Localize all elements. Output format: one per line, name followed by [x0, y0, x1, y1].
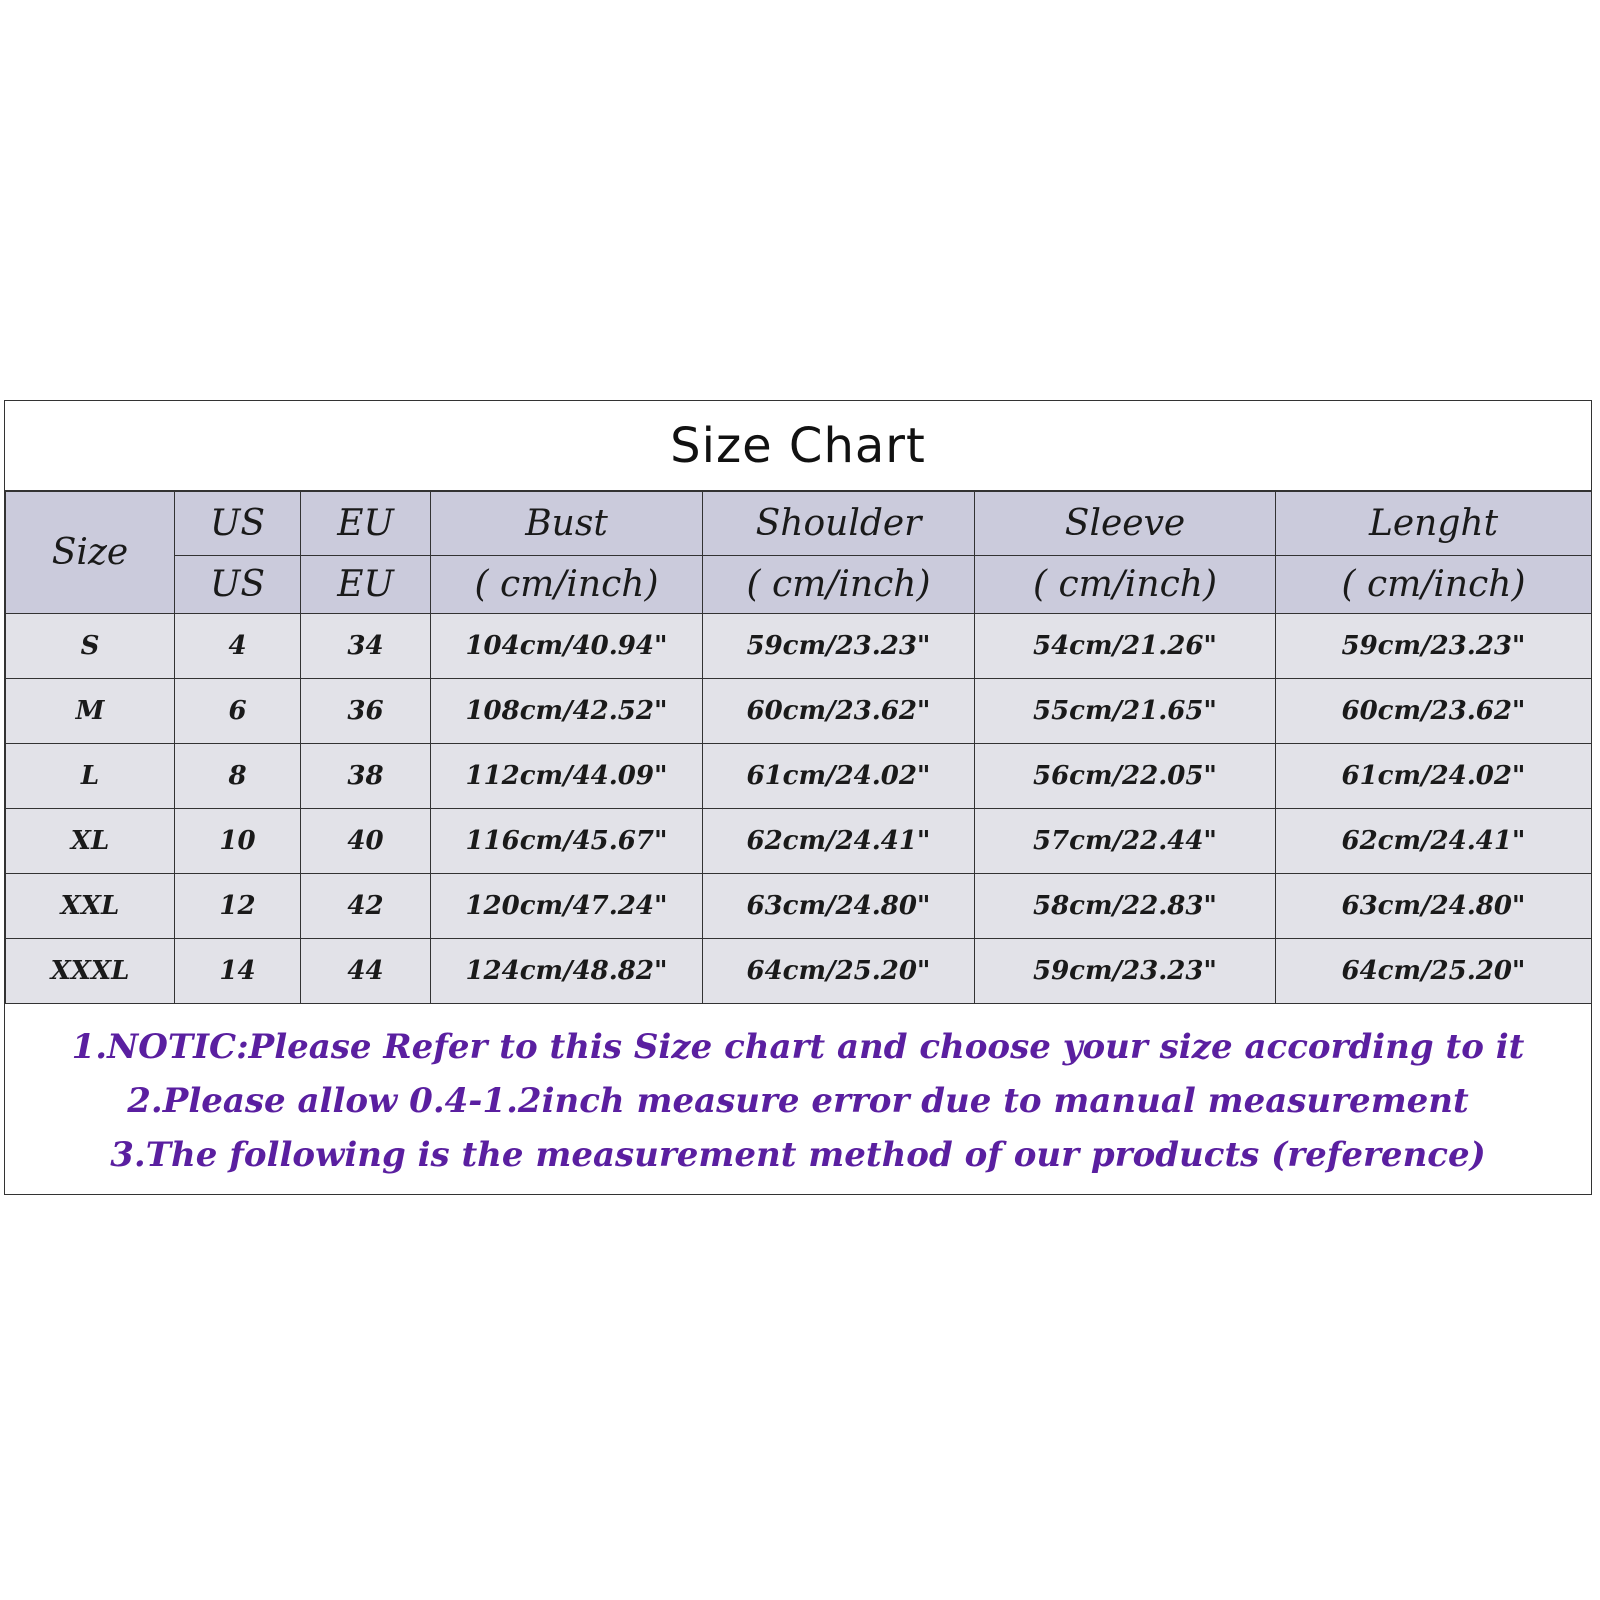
cell-us: 14 [175, 939, 301, 1004]
cell-sleeve: 56cm/22.05" [975, 744, 1276, 809]
cell-sleeve: 55cm/21.65" [975, 679, 1276, 744]
cell-size: M [6, 679, 175, 744]
cell-eu: 36 [301, 679, 431, 744]
cell-shoulder: 63cm/24.80" [703, 874, 975, 939]
header-sleeve-unit: ( cm/inch) [975, 556, 1276, 614]
cell-us: 10 [175, 809, 301, 874]
cell-shoulder: 59cm/23.23" [703, 614, 975, 679]
header-bust-unit: ( cm/inch) [431, 556, 703, 614]
header-eu-unit: EU [301, 556, 431, 614]
table-row [6, 809, 1592, 874]
cell-sleeve: 58cm/22.83" [975, 874, 1276, 939]
cell-us: 6 [175, 679, 301, 744]
cell-shoulder: 60cm/23.62" [703, 679, 975, 744]
size-table [5, 491, 1592, 1004]
cell-sleeve: 59cm/23.23" [975, 939, 1276, 1004]
header-bust: Bust [431, 492, 703, 556]
table-row [6, 874, 1592, 939]
cell-bust: 108cm/42.52" [431, 679, 703, 744]
header-eu: EU [301, 492, 431, 556]
note-3: 3.The following is the measurement method of our products (reference) [110, 1135, 1486, 1175]
header-sleeve: Sleeve [975, 492, 1276, 556]
cell-size: XL [6, 809, 175, 874]
cell-us: 8 [175, 744, 301, 809]
cell-sleeve: 54cm/21.26" [975, 614, 1276, 679]
cell-length: 62cm/24.41" [1276, 809, 1592, 874]
header-shoulder-unit: ( cm/inch) [703, 556, 975, 614]
cell-length: 61cm/24.02" [1276, 744, 1592, 809]
cell-sleeve: 57cm/22.44" [975, 809, 1276, 874]
header-us-unit: US [175, 556, 301, 614]
notes [5, 1008, 1591, 1194]
cell-length: 64cm/25.20" [1276, 939, 1592, 1004]
cell-size: XXL [6, 874, 175, 939]
cell-eu: 34 [301, 614, 431, 679]
cell-length: 60cm/23.62" [1276, 679, 1592, 744]
cell-eu: 42 [301, 874, 431, 939]
cell-bust: 120cm/47.24" [431, 874, 703, 939]
note-1: 1.NOTIC:Please Refer to this Size chart and choose your size according to it [71, 1027, 1525, 1067]
cell-us: 12 [175, 874, 301, 939]
table-row [6, 744, 1592, 809]
cell-bust: 104cm/40.94" [431, 614, 703, 679]
cell-length: 59cm/23.23" [1276, 614, 1592, 679]
table-row [6, 939, 1592, 1004]
cell-shoulder: 64cm/25.20" [703, 939, 975, 1004]
header-us: US [175, 492, 301, 556]
header-shoulder: Shoulder [703, 492, 975, 556]
cell-eu: 38 [301, 744, 431, 809]
cell-size: L [6, 744, 175, 809]
cell-bust: 112cm/44.09" [431, 744, 703, 809]
cell-eu: 44 [301, 939, 431, 1004]
size-chart [4, 400, 1592, 1195]
cell-shoulder: 61cm/24.02" [703, 744, 975, 809]
cell-eu: 40 [301, 809, 431, 874]
cell-us: 4 [175, 614, 301, 679]
header-row-1 [6, 492, 1592, 556]
table-row [6, 614, 1592, 679]
chart-title: Size Chart [5, 401, 1591, 491]
header-length-unit: ( cm/inch) [1276, 556, 1592, 614]
cell-length: 63cm/24.80" [1276, 874, 1592, 939]
header-size: Size [6, 492, 175, 614]
cell-size: XXXL [6, 939, 175, 1004]
table-row [6, 679, 1592, 744]
cell-bust: 124cm/48.82" [431, 939, 703, 1004]
note-2: 2.Please allow 0.4-1.2inch measure error due to manual measurement [127, 1081, 1469, 1121]
header-length: Lenght [1276, 492, 1592, 556]
cell-size: S [6, 614, 175, 679]
cell-shoulder: 62cm/24.41" [703, 809, 975, 874]
header-row-2 [6, 556, 1592, 614]
cell-bust: 116cm/45.67" [431, 809, 703, 874]
